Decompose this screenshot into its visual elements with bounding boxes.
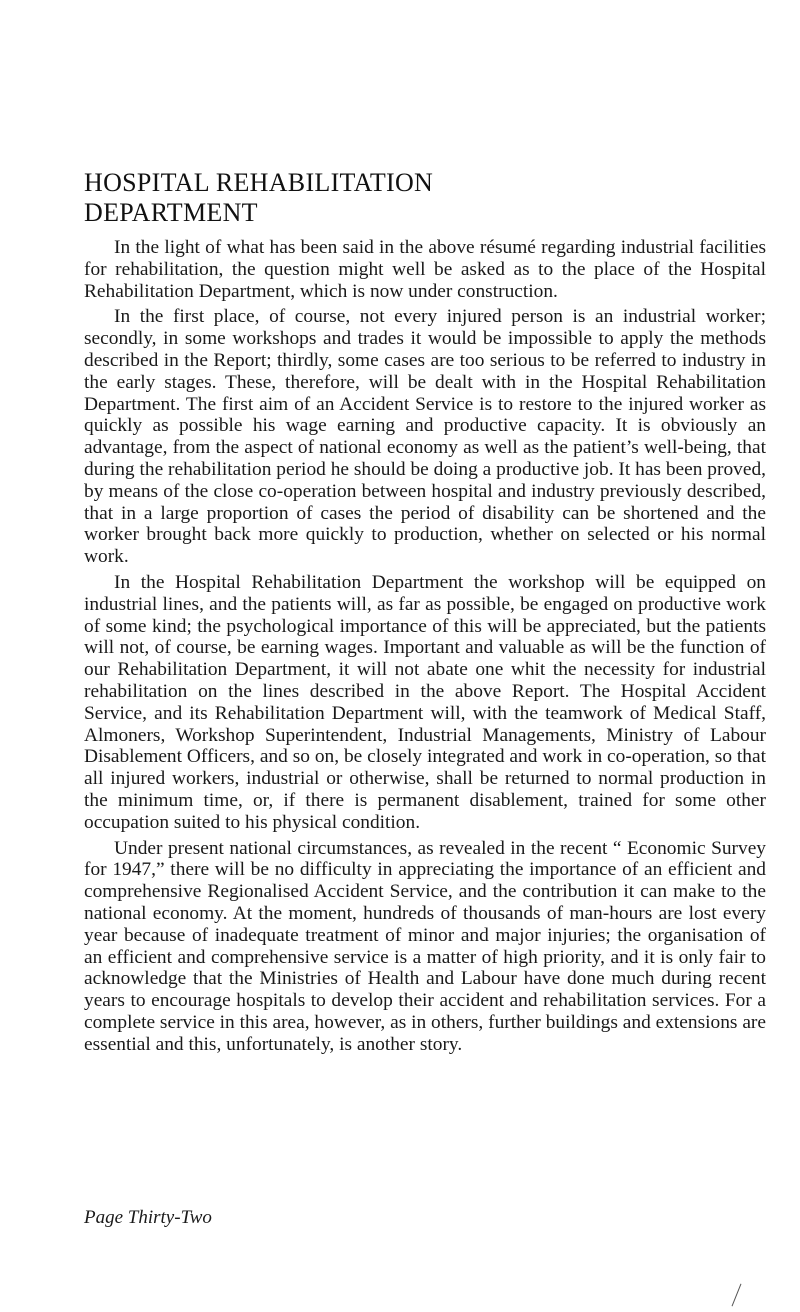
body-text [84,237,766,1059]
paragraph-1: In the light of what has been said in the above résumé regarding industrial facilities for rehabilitation, the question might well be asked as to the place of the Hospital Rehabilitation Department, which is now under construction. [84,237,766,302]
title-line-2: DEPARTMENT [84,198,258,227]
page-title [84,168,684,228]
title-line-1: HOSPITAL REHABILITATION [84,168,434,197]
page-number-footer: Page Thirty-Two [84,1207,212,1228]
paragraph-3: In the Hospital Rehabilitation Department the workshop will be equipped on industrial lines, and the patients will, as far as possible, be engaged on productive work of some kind; the psychological importance of this will be appreciated, but the patients will not, of course, be earning wages. Important and valuable as will be the function of our Rehabilitation Department, it will not abate one whit the necessity for industrial rehabilitation on the lines described in the above Report. The Hospital Accident Service, and its Rehabilitation Department will, with the teamwork of Medical Staff, Almoners, Workshop Superintendent, Industrial Managements, Ministry of Labour Disablement Officers, and so on, be closely integrated and work in co-operation, so that all injured workers, industrial or otherwise, shall be returned to normal production in the minimum time, or, if there is permanent disablement, trained for some other occupation suited to his physical condition. [84,571,766,833]
paragraph-2: In the first place, of course, not every injured person is an industrial worker; secondly, in some workshops and trades it would be impossible to apply the methods described in the Report; thirdly, some cases are too serious to be referred to industry in the early stages. These, therefore, will be dealt with in the Hospital Rehabilitation Department. The first aim of an Accident Service is to restore to the injured worker as quickly as possible his wage earning and productive capacity. It is obviously an advantage, from the aspect of national economy as well as the patient’s well-being, that during the rehabilitation period he should be doing a productive job. It has been proved, by means of the close co-operation between hospital and industry previously described, that in a large proportion of cases the period of disability can be shortened and the worker brought back more quickly to production, whether on selected or his normal work. [84,306,766,568]
scan-artifact [732,1284,742,1307]
paragraph-4: Under present national circumstances, as revealed in the recent “ Economic Survey for 1947,” there will be no difficulty in appreciating the importance of an efficient and comprehensive Regionalised Accident Service, and the contribution it can make to the national economy. At the moment, hundreds of thousands of man-hours are lost every year because of inadequate treatment of minor and major injuries; the organisation of an efficient and comprehensive service is a matter of high priority, and it is only fair to acknowledge that the Ministries of Health and Labour have done much during recent years to encourage hospitals to develop their accident and rehabilitation services. For a complete service in this area, however, as in others, further buildings and extensions are essential and this, unfortunately, is another story. [84,837,766,1055]
